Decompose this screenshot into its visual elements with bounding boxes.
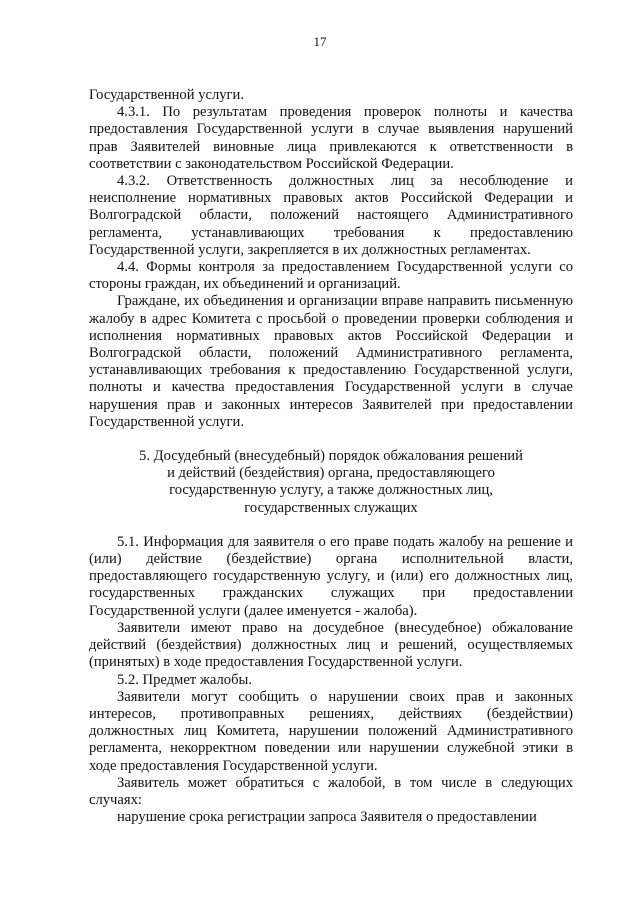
section-heading-line: государственных служащих: [244, 499, 418, 516]
section-5-heading: [89, 448, 573, 517]
section-heading-line: и действий (бездействия) органа, предоставляющего: [167, 465, 495, 482]
paragraph-5-1: 5.1. Информация для заявителя о его праве подать жалобу на решение и (или) действие (бездействие) органа исполнительной власти, предоставляющего государственную услугу, и (или) его должностных лиц, государственных гражданских служащих при предоставлении Государственной услуги (далее именуется - жалоба).: [89, 533, 573, 619]
section-heading-line: государственную услугу, а также должностных лиц,: [169, 482, 493, 499]
document-body: [89, 87, 573, 826]
paragraph-5-2: 5.2. Предмет жалобы.: [117, 671, 252, 688]
paragraph-4-3-1: 4.3.1. По результатам проведения проверок полноты и качества предоставления Государственной услуги в случае выявления нарушений прав Заявителей виновные лица привлекаются к ответственности в соответствии с законодательством Российской Федерации.: [89, 104, 573, 172]
paragraph-continuation: Государственной услуги.: [89, 87, 244, 103]
paragraph-4-3-2: 4.3.2. Ответственность должностных лиц за несоблюдение и неисполнение нормативных правовых актов Российской Федерации и Волгоградской области, положений настоящего Административного регламента, устанавливающих требования к предоставлению Государственной услуги, закрепляется в их должностных регламентах.: [89, 173, 573, 258]
paragraph-appeal-right: Заявители имеют право на досудебное (внесудебное) обжалование действий (бездействия) должностных лиц и решений, осуществляемых (принятых) в ходе предоставления Государственной услуги.: [89, 619, 573, 671]
paragraph-complaint-cases: Заявитель может обратиться с жалобой, в том числе в следующих случаях:: [89, 774, 573, 808]
paragraph-registration-deadline: нарушение срока регистрации запроса Заявителя о предоставлении: [117, 809, 537, 826]
page-number: 17: [313, 34, 327, 49]
paragraph-citizens-complaint: Граждане, их объединения и организации вправе направить письменную жалобу в адрес Комитета с просьбой о проведении проверки соблюдения и исполнения нормативных правовых актов Российской Федерации и Волгоградской области, положений Административного регламента, устанавливающих требования к предоставлению Государственной услуги, полноты и качества предоставления Государственной услуги в случае нарушения прав и законных интересов Заявителей при предоставлении Государственной услуги.: [89, 293, 573, 430]
paragraph-report-violations: Заявители могут сообщить о нарушении своих прав и законных интересов, противоправных решениях, действиях (бездействии) должностных лиц Комитета, нарушении положений Административного регламента, некорректном поведении или нарушении служебной этики в ходе предоставления Государственной услуги.: [89, 688, 573, 774]
section-heading-line: 5. Досудебный (внесудебный) порядок обжалования решений: [139, 448, 523, 465]
paragraph-4-4: 4.4. Формы контроля за предоставлением Государственной услуги со стороны граждан, их объединений и организаций.: [89, 259, 573, 293]
